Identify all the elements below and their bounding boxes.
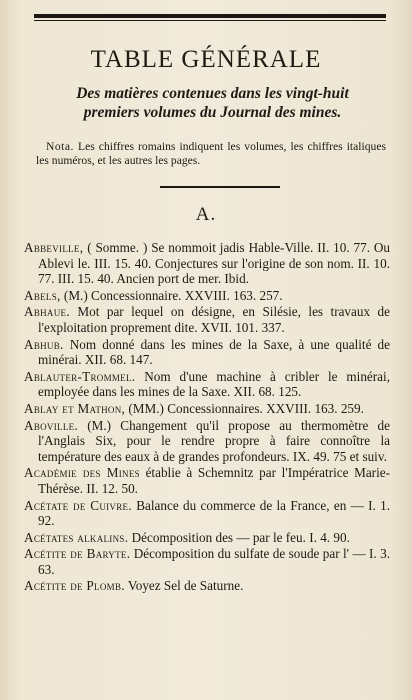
index-entry xyxy=(24,369,390,400)
entry-text: (M.) Concessionnaire. XXVIII. 163. 257. xyxy=(60,287,283,303)
index-entry xyxy=(24,401,390,417)
section-divider xyxy=(160,186,280,188)
entry-headword: Académie des Mines xyxy=(24,465,140,481)
entry-headword: Ablay et Mathon, xyxy=(24,400,126,416)
entry-text: ( Somme. ) Se nommoit jadis Hable-Ville. II. 10. 77. Ou Ablevi le. III. 15. 40. Conjectures sur l'origine de son nom. II. 10. 77. III. 15. 40. Ancien port de mer. Ibid. xyxy=(38,240,390,287)
nota-paragraph xyxy=(36,140,386,168)
index-entry xyxy=(24,337,390,368)
entry-text: établie à Schemnitz par l'Impératrice Marie-Thérèse. II. 12. 50. xyxy=(38,465,390,496)
entry-headword: Abels, xyxy=(24,287,61,303)
entry-text: Balance du commerce de la France, en — I. 1. 92. xyxy=(38,497,390,529)
entry-headword: Acétate de Cuivre. xyxy=(24,497,132,513)
index-entry xyxy=(24,240,390,287)
index-entry xyxy=(24,546,390,577)
entry-headword: Aboville. xyxy=(24,417,79,433)
index-entry xyxy=(24,304,390,335)
index-entry xyxy=(24,530,390,546)
subtitle-line-1: Des matières contenues dans les vingt-huit xyxy=(76,85,349,102)
top-double-rule xyxy=(34,14,386,18)
entry-headword: Abhaue. xyxy=(24,304,70,320)
entry-text: Nom donné dans les mines de la Saxe, à une qualité de minérai. XII. 68. 147. xyxy=(38,336,390,368)
page-subtitle xyxy=(40,84,385,122)
index-entry xyxy=(24,578,390,594)
entry-text: Nom d'une machine à cribler le minérai, employée dans les mines de la Saxe. XII. 68. 125. xyxy=(38,368,390,400)
entry-headword: Abhub. xyxy=(24,336,64,352)
entry-headword: Acétite de Plomb. xyxy=(24,578,125,594)
nota-label: Nota. xyxy=(46,140,74,153)
index-entry xyxy=(24,418,390,465)
top-thin-rule xyxy=(34,20,386,21)
entry-headword: Acétates alkalins. xyxy=(24,529,129,545)
entry-headword: Abbeville, xyxy=(24,240,84,255)
entry-text: (M.) Changement qu'il propose au thermomètre de l'Anglais Six, pour le rendre propre à faire connoître la température des eaux à de grandes profondeurs. IX. 49. 75 et suiv. xyxy=(38,417,390,464)
entry-text: Décomposition du sulfate de soude par l' — I. 3. 63. xyxy=(38,546,390,577)
subtitle-line-2: premiers volumes du Journal des mines. xyxy=(83,104,342,121)
entry-text: (MM.) Concessionnaires. XXVIII. 163. 259. xyxy=(125,400,364,416)
entry-headword: Acétite de Baryte. xyxy=(24,546,131,562)
index-entry xyxy=(24,288,390,304)
entry-text: Décomposition des — par le feu. I. 4. 90. xyxy=(128,529,350,545)
index-entry xyxy=(24,465,390,496)
index-entries xyxy=(24,240,390,595)
index-entry xyxy=(24,498,390,529)
section-letter: A. xyxy=(195,204,217,225)
entry-text: Mot par lequel on désigne, en Silésie, les travaux de l'exploitation proprement dite. XVII. 101. 337. xyxy=(38,304,390,335)
nota-text: Les chiffres romains indiquent les volumes, les chiffres italiques les numéros, et les autres les pages. xyxy=(36,140,386,167)
page-title: TABLE GÉNÉRALE xyxy=(90,46,322,73)
entry-text: Voyez Sel de Saturne. xyxy=(124,578,244,594)
entry-headword: Ablauter-Trommel. xyxy=(24,368,136,384)
